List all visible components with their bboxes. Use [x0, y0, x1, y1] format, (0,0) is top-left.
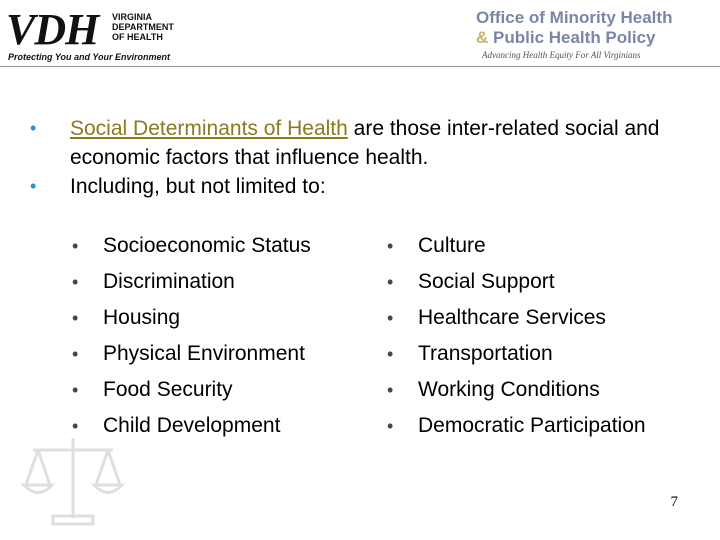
- vdh-logo-letters: VDH: [6, 5, 99, 54]
- list-item-label: Working Conditions: [418, 378, 600, 401]
- scales-of-justice-icon: [18, 430, 128, 530]
- bullet-icon: •: [30, 176, 37, 196]
- list-item-label: Healthcare Services: [418, 306, 606, 329]
- list-item-label: Social Support: [418, 270, 555, 293]
- bullet-icon: •: [72, 416, 79, 436]
- bullet-icon: •: [387, 380, 394, 400]
- term-link[interactable]: Social Determinants of Health: [70, 117, 348, 140]
- list-item-label: Food Security: [103, 378, 233, 401]
- list-item-label: Discrimination: [103, 270, 235, 293]
- list-item: [385, 300, 646, 336]
- omh-title-line2: [476, 28, 706, 48]
- omh-tagline: Advancing Health Equity For All Virginians: [482, 50, 641, 60]
- bullet-icon: •: [387, 236, 394, 256]
- bullet-icon: •: [30, 118, 37, 138]
- vdh-tagline: Protecting You and Your Environment: [8, 52, 171, 62]
- bullet-icon: •: [72, 236, 79, 256]
- bullet-including: [30, 172, 700, 201]
- list-item-label: Culture: [418, 234, 486, 257]
- including-text: Including, but not limited to:: [70, 175, 326, 198]
- list-item-label: Transportation: [418, 342, 553, 365]
- bullet-icon: •: [387, 344, 394, 364]
- page-number: 7: [670, 494, 678, 510]
- bullet-icon: •: [72, 344, 79, 364]
- list-item-label: Housing: [103, 306, 181, 329]
- list-item: [70, 228, 311, 264]
- definition-text: are those inter-related social and economic factors that influence health.: [70, 117, 660, 169]
- vdh-state-line: VIRGINIA: [112, 12, 153, 22]
- factors-list-right: [385, 228, 646, 444]
- omh-logo: [476, 8, 706, 62]
- list-item: [385, 264, 646, 300]
- main-content: [30, 114, 700, 201]
- vdh-logo-state-text: [112, 12, 174, 42]
- bullet-icon: •: [387, 308, 394, 328]
- list-item: [70, 372, 311, 408]
- list-item: [70, 264, 311, 300]
- list-item-label: Child Development: [103, 414, 281, 437]
- list-item-label: Physical Environment: [103, 342, 305, 365]
- bullet-icon: •: [387, 272, 394, 292]
- list-item-label: Democratic Participation: [418, 414, 646, 437]
- vdh-state-line: DEPARTMENT: [112, 22, 174, 32]
- vdh-state-line: OF HEALTH: [112, 32, 163, 42]
- list-item: [385, 372, 646, 408]
- bullet-definition: [30, 114, 700, 172]
- list-item: [70, 336, 311, 372]
- omh-ampersand: &: [476, 28, 489, 47]
- list-item: [385, 336, 646, 372]
- bullet-icon: •: [72, 308, 79, 328]
- bullet-icon: •: [72, 272, 79, 292]
- header-divider: [0, 66, 720, 67]
- list-item-label: Socioeconomic Status: [103, 234, 311, 257]
- bullet-icon: •: [72, 380, 79, 400]
- bullet-icon: •: [387, 416, 394, 436]
- list-item: [70, 300, 311, 336]
- omh-title-line1: Office of Minority Health: [476, 8, 673, 27]
- list-item: [385, 228, 646, 264]
- factors-list-left: [70, 228, 311, 444]
- vdh-logo: [4, 6, 204, 62]
- omh-title-line2-text: Public Health Policy: [493, 28, 656, 47]
- list-item: [385, 408, 646, 444]
